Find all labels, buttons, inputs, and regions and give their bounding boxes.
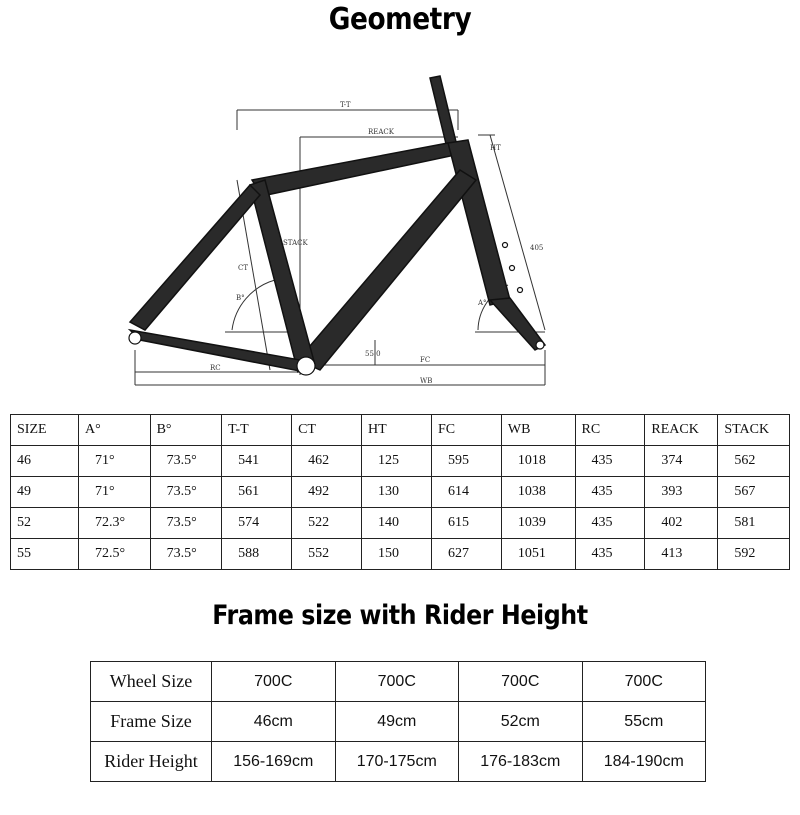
geometry-cell: 435 [575, 477, 645, 508]
head-tube [448, 140, 510, 305]
rider-height-title: Frame size with Rider Height [212, 600, 588, 631]
rider-cell: 700C [459, 662, 583, 702]
geometry-cell: 1018 [501, 446, 575, 477]
label-b-angle: B° [236, 294, 245, 302]
rider-height-table [90, 661, 706, 782]
rider-cell: 700C [582, 662, 706, 702]
geometry-cell: 561 [222, 477, 292, 508]
rider-cell: 700C [335, 662, 459, 702]
geometry-cell: 130 [362, 477, 432, 508]
geometry-cell: 393 [645, 477, 718, 508]
top-tube [252, 143, 455, 196]
geometry-header-cell: FC [431, 415, 501, 446]
rider-cell: 49cm [335, 702, 459, 742]
table-row [11, 539, 790, 570]
geometry-cell: 615 [431, 508, 501, 539]
rider-cell: 184-190cm [582, 742, 706, 782]
table-row [11, 446, 790, 477]
label-ct: CT [238, 264, 249, 272]
geometry-cell: 1039 [501, 508, 575, 539]
geometry-cell: 52 [11, 508, 79, 539]
geometry-header-cell: STACK [718, 415, 790, 446]
geometry-cell: 73.5° [150, 539, 222, 570]
rider-row-label: Wheel Size [91, 662, 212, 702]
label-fc: FC [420, 356, 431, 364]
rider-cell: 176-183cm [459, 742, 583, 782]
geometry-header-cell: SIZE [11, 415, 79, 446]
geometry-cell: 140 [362, 508, 432, 539]
geometry-header-cell: HT [362, 415, 432, 446]
table-row [11, 508, 790, 539]
label-a-angle: A° [478, 299, 487, 307]
label-tt: T-T [340, 101, 351, 109]
geometry-cell: 581 [718, 508, 790, 539]
geometry-cell: 435 [575, 508, 645, 539]
geometry-cell: 1038 [501, 477, 575, 508]
label-fork: 405 [530, 244, 544, 252]
geometry-cell: 55 [11, 539, 79, 570]
geometry-cell: 552 [292, 539, 362, 570]
geometry-header-cell: A° [79, 415, 151, 446]
label-ht: HT [490, 144, 501, 152]
geometry-cell: 462 [292, 446, 362, 477]
geometry-title: Geometry [328, 2, 472, 37]
geometry-header-cell: B° [150, 415, 222, 446]
geometry-cell: 614 [431, 477, 501, 508]
rider-cell: 156-169cm [212, 742, 336, 782]
geometry-cell: 72.5° [79, 539, 151, 570]
table-row [91, 742, 706, 782]
front-dropout [536, 341, 544, 349]
table-row [11, 477, 790, 508]
bottom-bracket [297, 357, 315, 375]
geometry-cell: 435 [575, 539, 645, 570]
geometry-cell: 402 [645, 508, 718, 539]
rider-cell: 46cm [212, 702, 336, 742]
geometry-header-cell: RC [575, 415, 645, 446]
down-tube [298, 170, 476, 370]
geometry-cell: 435 [575, 446, 645, 477]
rider-row-label: Frame Size [91, 702, 212, 742]
rider-cell: 55cm [582, 702, 706, 742]
label-stack: STACK [283, 239, 308, 247]
geometry-header-cell: WB [501, 415, 575, 446]
geometry-cell: 492 [292, 477, 362, 508]
table-row [91, 662, 706, 702]
label-bb-drop: 55.0 [365, 350, 381, 358]
geometry-header-cell: REACK [645, 415, 718, 446]
geometry-header-row [11, 415, 790, 446]
label-reach: REACK [368, 128, 395, 136]
geometry-cell: 1051 [501, 539, 575, 570]
geometry-header-cell: T-T [222, 415, 292, 446]
table-row [91, 702, 706, 742]
geometry-cell: 522 [292, 508, 362, 539]
geometry-cell: 73.5° [150, 508, 222, 539]
geometry-cell: 567 [718, 477, 790, 508]
label-rc: RC [210, 364, 221, 372]
rider-cell: 52cm [459, 702, 583, 742]
geometry-table [10, 414, 790, 570]
rider-cell: 700C [212, 662, 336, 702]
geometry-cell: 592 [718, 539, 790, 570]
frame-geometry-diagram [0, 52, 800, 397]
geometry-cell: 71° [79, 477, 151, 508]
geometry-cell: 374 [645, 446, 718, 477]
geometry-cell: 541 [222, 446, 292, 477]
rider-cell: 170-175cm [335, 742, 459, 782]
geometry-cell: 413 [645, 539, 718, 570]
geometry-cell: 588 [222, 539, 292, 570]
geometry-cell: 73.5° [150, 477, 222, 508]
label-wb: WB [420, 377, 433, 385]
geometry-header-cell: CT [292, 415, 362, 446]
geometry-cell: 73.5° [150, 446, 222, 477]
seatpost [430, 76, 458, 152]
rider-row-label: Rider Height [91, 742, 212, 782]
geometry-cell: 562 [718, 446, 790, 477]
geometry-cell: 150 [362, 539, 432, 570]
geometry-cell: 574 [222, 508, 292, 539]
geometry-cell: 46 [11, 446, 79, 477]
geometry-cell: 627 [431, 539, 501, 570]
geometry-cell: 125 [362, 446, 432, 477]
geometry-cell: 49 [11, 477, 79, 508]
geometry-cell: 595 [431, 446, 501, 477]
seat-stay [130, 185, 260, 330]
seat-tube [250, 180, 315, 372]
geometry-cell: 72.3° [79, 508, 151, 539]
seat-angle-arc [232, 280, 275, 330]
rear-dropout [129, 332, 141, 344]
geometry-cell: 71° [79, 446, 151, 477]
